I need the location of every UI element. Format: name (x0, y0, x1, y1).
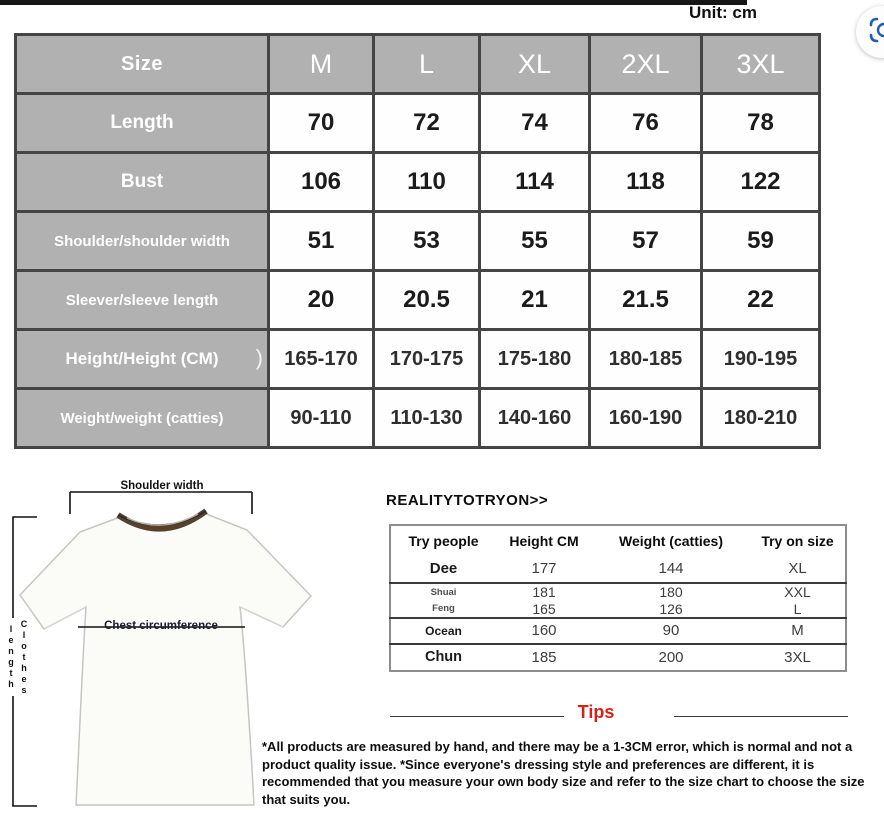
tryon-col-height: Height CM (509, 532, 579, 549)
tryon-size: XL (750, 555, 846, 583)
height-3xl: 190-195 (702, 330, 820, 389)
table-row-weight (16, 389, 820, 448)
tryon-size: 3XL (784, 648, 811, 666)
height-2xl: 180-185 (590, 330, 702, 389)
header-xl: XL (480, 35, 590, 94)
header-2xl: 2XL (590, 35, 702, 94)
table-row-height (16, 330, 820, 389)
tryon-height: 181 (532, 584, 556, 601)
length-2xl: 76 (590, 94, 702, 153)
row-label-shoulder: Shoulder/shoulder width (16, 212, 269, 271)
header-size: Size (16, 35, 269, 94)
tryon-heading: REALITYTOTRYON>> (386, 492, 549, 509)
row-label-sleeve: Sleever/sleeve length (16, 271, 269, 330)
sleeve-3xl: 22 (702, 271, 820, 330)
row-label-weight: Weight/weight (catties) (16, 389, 269, 448)
shoulder-width-label: Shoulder width (120, 480, 204, 492)
top-divider-bar (0, 0, 747, 5)
size-table-header-row (16, 35, 820, 94)
shoulder-2xl: 57 (590, 212, 702, 271)
tryon-col-weight: Weight (catties) (619, 532, 723, 549)
shoulder-xl: 55 (480, 212, 590, 271)
tryon-row-dee (390, 555, 846, 583)
table-row-shoulder (16, 212, 820, 271)
tryon-weight: 126 (592, 601, 750, 618)
table-row-sleeve (16, 271, 820, 330)
sleeve-xl: 21 (480, 271, 590, 330)
clothes-length-label: Clothes length (2, 618, 30, 696)
tryon-name: Feng (390, 601, 496, 618)
stray-paren-glyph: ) (255, 344, 263, 370)
tips-title: Tips (577, 701, 615, 722)
tryon-weight: 180 (659, 584, 683, 601)
tryon-row-ocean (390, 618, 846, 644)
shoulder-l: 53 (374, 212, 480, 271)
tryon-row-shuai (390, 583, 846, 600)
shoulder-measure-line (70, 492, 252, 514)
weight-m: 90-110 (269, 389, 374, 448)
weight-l: 110-130 (374, 389, 480, 448)
tryon-height: 185 (531, 648, 557, 666)
bust-xl: 114 (480, 153, 590, 212)
tryon-name: Ocean (390, 618, 496, 644)
sleeve-m: 20 (269, 271, 374, 330)
height-m: 165-170 (269, 330, 374, 389)
sleeve-l: 20.5 (374, 271, 480, 330)
bust-2xl: 118 (590, 153, 702, 212)
length-l: 72 (374, 94, 480, 153)
size-chart-table (14, 33, 821, 449)
tryon-size: L (750, 601, 846, 618)
header-3xl: 3XL (702, 35, 820, 94)
header-l: L (374, 35, 480, 94)
tryon-col-size: Try on size (761, 532, 834, 549)
length-3xl: 78 (702, 94, 820, 153)
table-row-bust (16, 153, 820, 212)
tryon-weight: 90 (592, 618, 750, 644)
shoulder-m: 51 (269, 212, 374, 271)
tryon-row-feng (390, 601, 846, 618)
bust-3xl: 122 (702, 153, 820, 212)
weight-xl: 140-160 (480, 389, 590, 448)
blue-scan-icon (867, 15, 884, 50)
tips-line-right (674, 716, 848, 717)
height-l: 170-175 (374, 330, 480, 389)
tryon-size: M (750, 618, 846, 644)
measurement-disclaimer: *All products are measured by hand, and there may be a 1-3CM error, which is normal and not a product quality issue. *Since everyone's dressing style and preferences are different, it is recommended that you measure your own body size and refer to the size chart to choose the size that suits you. (262, 739, 865, 807)
bust-l: 110 (374, 153, 480, 212)
weight-2xl: 160-190 (590, 389, 702, 448)
tryon-size: XXL (784, 584, 811, 601)
row-label-height: Height/Height (CM) ) (16, 330, 269, 389)
tryon-weight: 144 (592, 555, 750, 583)
header-m: M (269, 35, 374, 94)
tryon-name: Chun (424, 649, 463, 666)
tips-line-left (390, 716, 564, 717)
height-xl: 175-180 (480, 330, 590, 389)
tryon-col-people: Try people (408, 532, 479, 549)
weight-3xl: 180-210 (702, 389, 820, 448)
row-label-bust: Bust (16, 153, 269, 212)
tryon-header-row (390, 525, 846, 555)
tryon-name: Dee (390, 555, 496, 583)
tryon-weight: 200 (658, 648, 684, 666)
row-label-length: Length (16, 94, 269, 153)
bust-m: 106 (269, 153, 374, 212)
shoulder-3xl: 59 (702, 212, 820, 271)
tryon-row-chun (390, 644, 846, 671)
floating-action-button[interactable] (856, 6, 884, 58)
table-row-length (16, 94, 820, 153)
tryon-table (389, 524, 847, 672)
tryon-height: 160 (496, 618, 592, 644)
sleeve-2xl: 21.5 (590, 271, 702, 330)
length-m: 70 (269, 94, 374, 153)
tryon-height: 177 (496, 555, 592, 583)
length-xl: 74 (480, 94, 590, 153)
tryon-name: Shuai (430, 586, 457, 598)
tips-divider (390, 700, 848, 724)
tryon-height: 165 (496, 601, 592, 618)
unit-label: Unit: cm (689, 3, 757, 22)
chest-circumference-label: Chest circumference (104, 620, 218, 632)
